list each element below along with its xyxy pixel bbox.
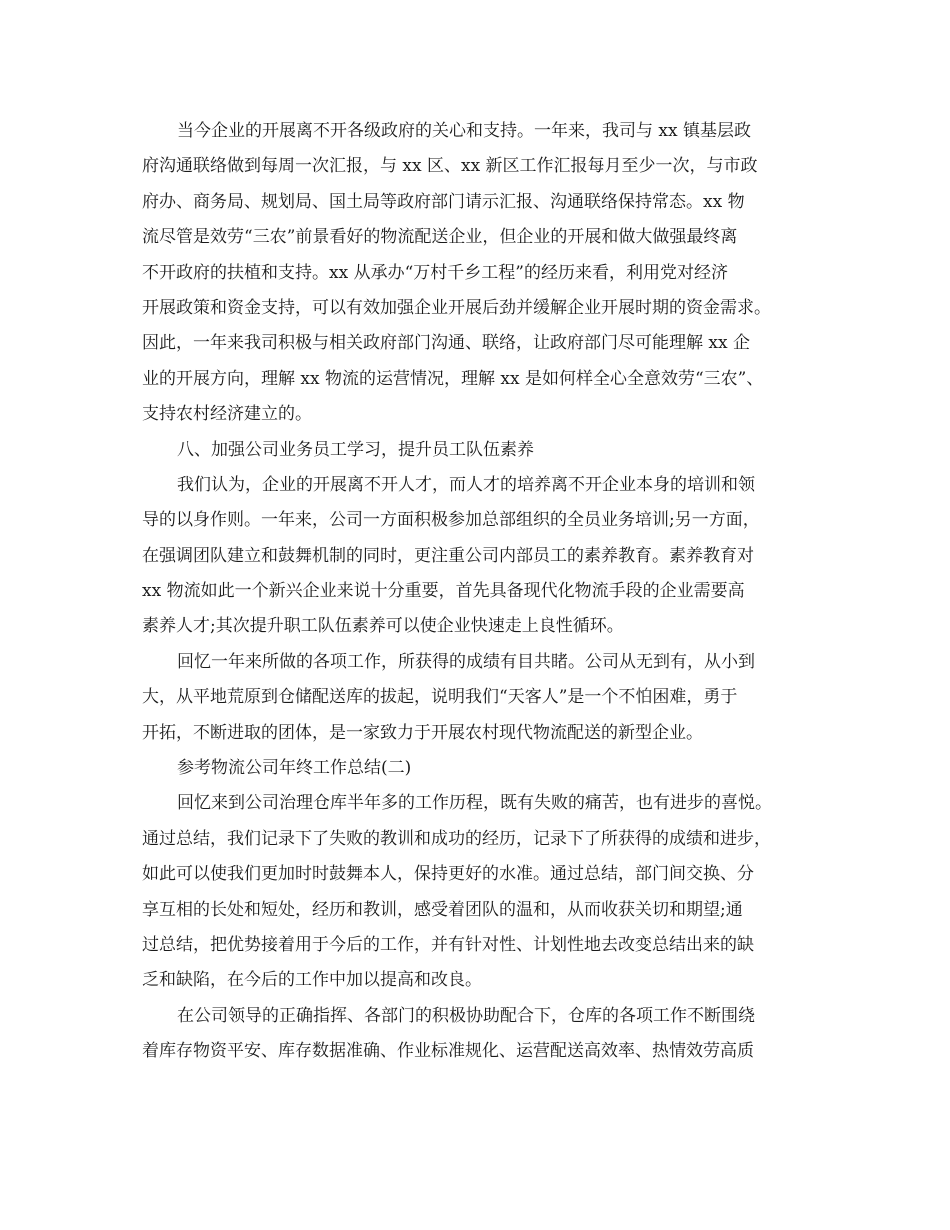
heading-text: 八、加强公司业务员工学习，提升员工队伍素养 [177,439,534,460]
heading-text: 参考物流公司年终工作总结(二) [177,758,412,779]
paragraph-line: 导的以身作则。一年来，公司一方面积极参加总部组织的全员业务培训;另一方面， [142,510,760,531]
paragraph-line: 回忆一年来所做的各项工作，所获得的成绩有目共睹。公司从无到有，从小到 [177,651,755,672]
paragraph-line: 如此可以使我们更加时时鼓舞本人，保持更好的水准。通过总结，部门间交换、分 [142,864,754,885]
paragraph-line: 流尽管是效劳“三农”前景看好的物流配送企业，但企业的开展和做大做强最终离 [142,227,738,248]
paragraph-line: 在公司领导的正确指挥、各部门的积极协助配合下，仓库的各项工作不断围绕 [177,1005,755,1026]
paragraph [0,468,950,645]
paragraph-line: 通过总结，我们记录下了失败的教训和成功的经历，记录下了所获得的成绩和进步， [142,828,771,849]
paragraph [0,786,950,998]
paragraph-line: 当今企业的开展离不开各级政府的关心和支持。一年来，我司与 xx 镇基层政 [177,121,751,141]
paragraph-line: 素养人才;其次提升职工队伍素养可以使企业快速走上良性循环。 [142,616,624,637]
paragraph-line: 过总结，把优势接着用于今后的工作，并有针对性、计划性地去改变总结出来的缺 [142,934,754,955]
paragraph-line: 享互相的长处和短处，经历和教训，感受着团队的温和，从而收获关切和期望;通 [142,899,743,920]
section-heading [0,751,950,786]
paragraph-line: 因此，一年来我司积极与相关政府部门沟通、联络，让政府部门尽可能理解 xx 企 [142,333,750,354]
paragraph-line: 开拓，不断进取的团体，是一家致力于开展农村现代物流配送的新型企业。 [142,722,703,743]
paragraph-line: 府办、商务局、规划局、国土局等政府部门请示汇报、沟通联络保持常态。xx 物 [142,191,745,212]
paragraph-line: 开展政策和资金支持，可以有效加强企业开展后劲并缓解企业开展时期的资金需求。 [142,297,771,318]
paragraph [0,645,950,751]
document-body [0,114,950,1070]
paragraph-line: 我们认为，企业的开展离不开人才，而人才的培养离不开企业本身的培训和领 [177,474,755,495]
paragraph-line: 不开政府的扶植和支持。xx 从承办“万村千乡工程”的经历来看，利用党对经济 [142,262,728,283]
section-heading [0,433,950,468]
paragraph-line: 支持农村经济建立的。 [142,404,312,425]
paragraph-line: 业的开展方向，理解 xx 物流的运营情况，理解 xx 是如何样全心全意效劳“三农”、 [142,368,764,389]
paragraph-line: 在强调团队建立和鼓舞机制的同时，更注重公司内部员工的素养教育。素养教育对 [142,545,754,566]
paragraph-line: 大，从平地荒原到仓储配送库的拔起，说明我们“天客人”是一个不怕困难，勇于 [142,687,738,708]
paragraph [0,114,950,433]
paragraph-line: 府沟通联络做到每周一次汇报，与 xx 区、xx 新区工作汇报每月至少一次，与市政 [142,156,758,177]
paragraph-line: xx 物流如此一个新兴企业来说十分重要，首先具备现代化物流手段的企业需要高 [142,581,745,602]
paragraph [0,999,950,1070]
paragraph-line: 回忆来到公司治理仓库半年多的工作历程，既有失败的痛苦，也有进步的喜悦。 [177,793,772,814]
paragraph-line: 乏和缺陷，在今后的工作中加以提高和改良。 [142,970,482,991]
paragraph-line: 着库存物资平安、库存数据准确、作业标准规化、运营配送高效率、热情效劳高质 [142,1041,754,1062]
